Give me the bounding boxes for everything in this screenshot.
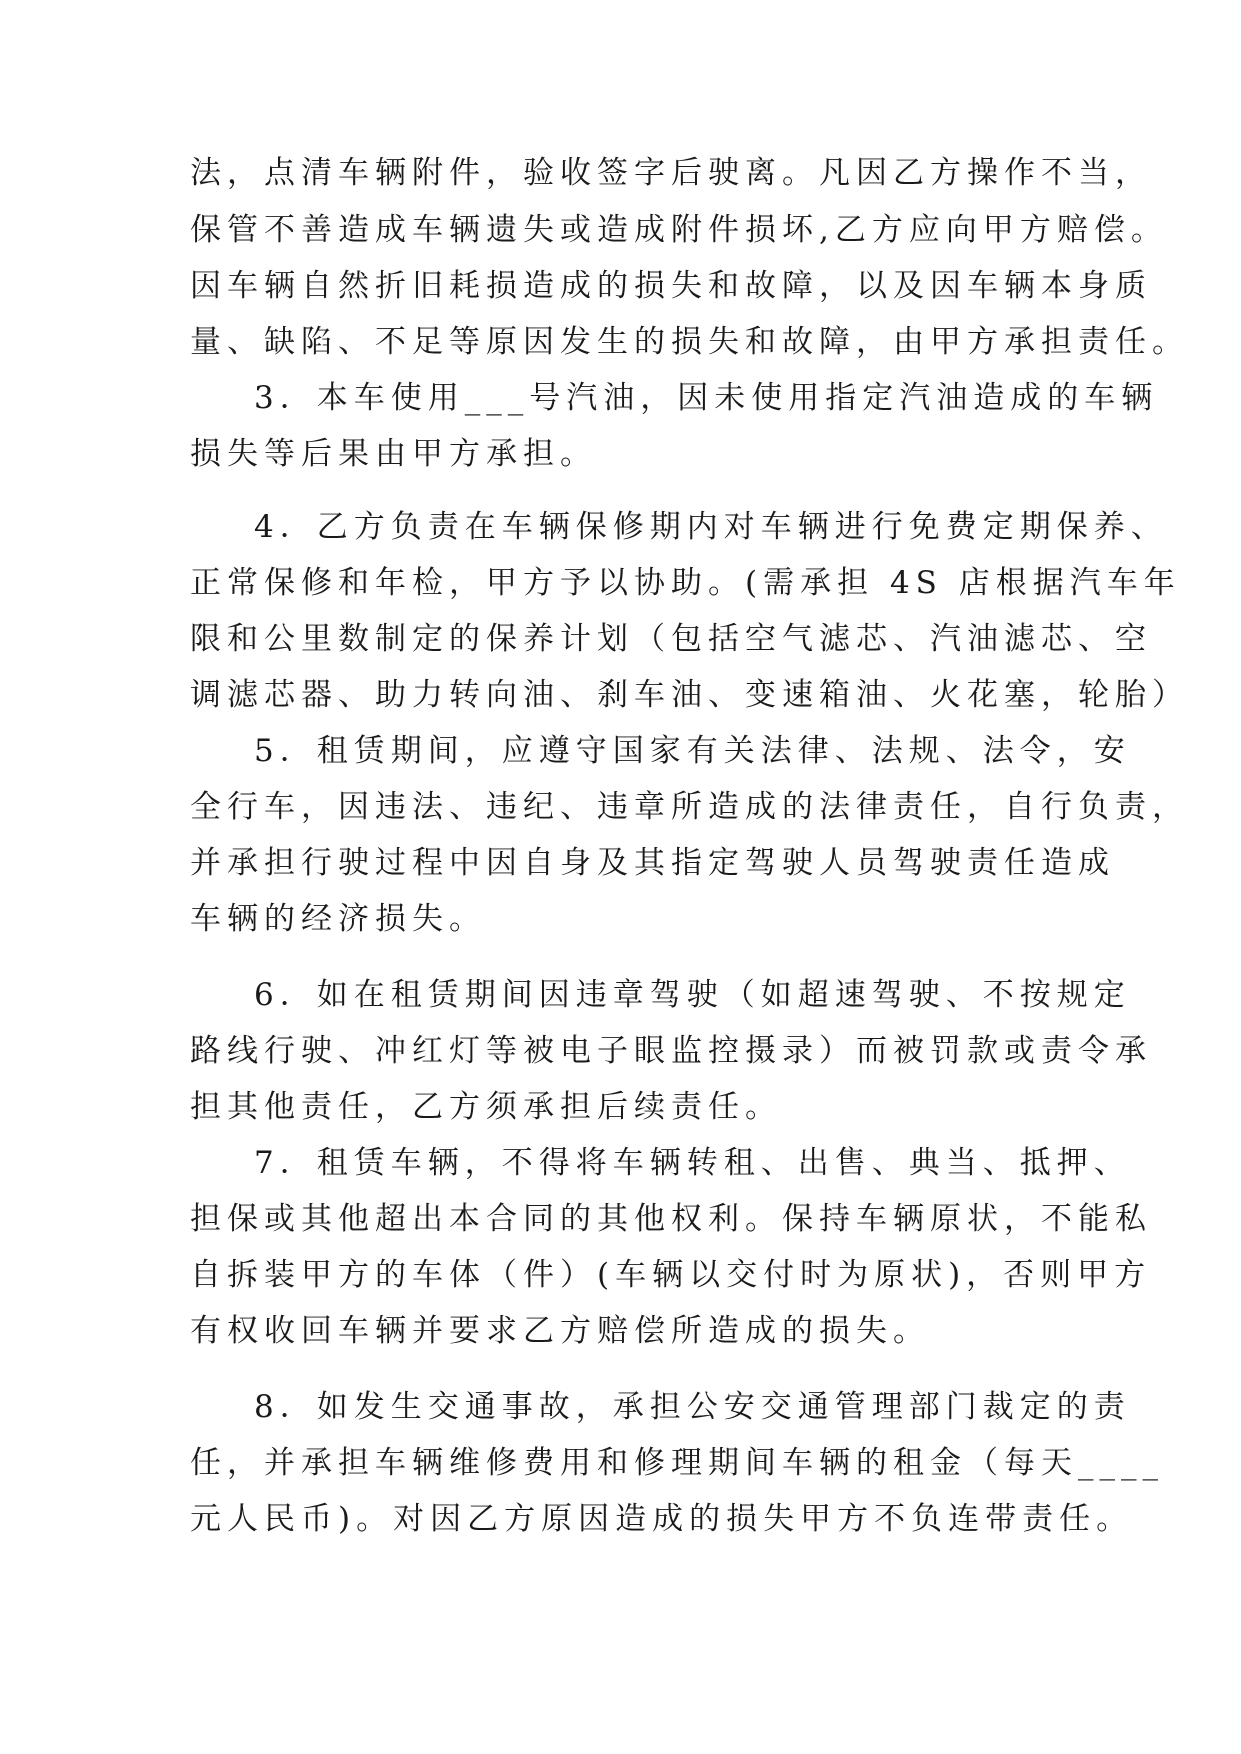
text-line: 自拆装甲方的车体（件）(车辆以交付时为原状)，否则甲方 [190,1257,1152,1293]
text-line: 6．如在租赁期间因违章驾驶（如超速驾驶、不按规定 [254,977,1131,1013]
text-line: 损失等后果由甲方承担。 [190,436,597,472]
text-line: 量、缺陷、不足等原因发生的损失和故障，由甲方承担责任。 [190,324,1189,360]
text-line: 路线行驶、冲红灯等被电子眼监控摄录）而被罚款或责令承 [190,1033,1152,1069]
text-line: 调滤芯器、助力转向油、刹车油、变速箱油、火花塞，轮胎） [190,677,1189,713]
text-line: 并承担行驶过程中因自身及其指定驾驶人员驾驶责任造成 [190,845,1115,881]
text-line: 车辆的经济损失。 [190,901,486,937]
text-line: 限和公里数制定的保养计划（包括空气滤芯、汽油滤芯、空 [190,621,1152,657]
text-line: 3．本车使用___号汽油，因未使用指定汽油造成的车辆 [254,380,1159,416]
text-line: 任，并承担车辆维修费用和修理期间车辆的租金（每天____ [190,1445,1164,1481]
text-line: 全行车，因违法、违纪、违章所造成的法律责任，自行负责， [190,789,1189,825]
text-line: 元人民币)。对因乙方原因造成的损失甲方不负连带责任。 [190,1501,1134,1537]
text-line: 正常保修和年检，甲方予以协助。(需承担 4S 店根据汽车年 [190,565,1181,601]
text-line: 7．租赁车辆，不得将车辆转租、出售、典当、抵押、 [254,1145,1131,1181]
text-line: 因车辆自然折旧耗损造成的损失和故障，以及因车辆本身质 [190,268,1152,304]
text-line: 担保或其他超出本合同的其他权利。保持车辆原状，不能私 [190,1201,1152,1237]
text-line: 4．乙方负责在车辆保修期内对车辆进行免费定期保养、 [254,509,1168,545]
text-line: 法，点清车辆附件，验收签字后驶离。凡因乙方操作不当， [190,155,1152,191]
text-line: 有权收回车辆并要求乙方赔偿所造成的损失。 [190,1313,930,1349]
text-line: 保管不善造成车辆遗失或造成附件损坏,乙方应向甲方赔偿。 [190,212,1168,248]
text-line: 担其他责任，乙方须承担后续责任。 [190,1089,782,1125]
text-line: 5．租赁期间，应遵守国家有关法律、法规、法令，安 [254,733,1131,769]
text-line: 8．如发生交通事故，承担公安交通管理部门裁定的责 [254,1389,1131,1425]
